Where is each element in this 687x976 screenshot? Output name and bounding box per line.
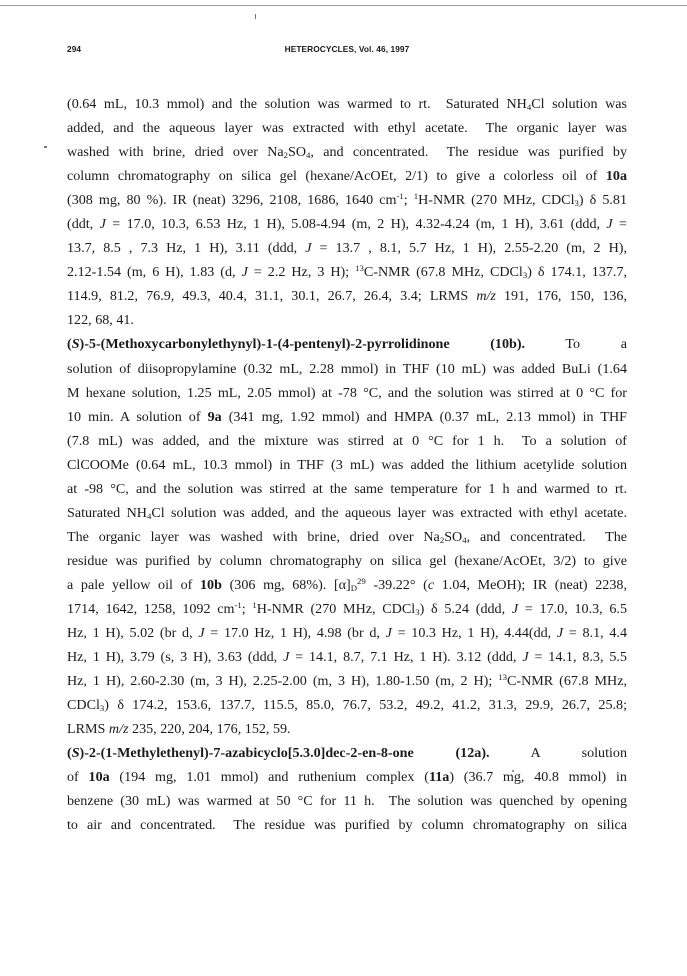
- text-line: Hz, 1 H), 2.60-2.30 (m, 3 H), 2.25-2.00 (m, 3 H), 1.80-1.50 (m, 2 H); $^{13}$C-NMR (67.8 MHz,: [67, 672, 627, 690]
- text-line: ClCOOMe (0.64 mL, 10.3 mmol) in THF (3 mL) was added the lithium acetylide solution: [67, 456, 627, 473]
- text-line: (S)-5-(Methoxycarbonylethynyl)-1-(4-pentenyl)-2-pyrrolidinone (10b). To a: [67, 336, 627, 353]
- text-line: Saturated $NH_4Cl$ solution was added, and the aqueous layer was extracted with ethyl acetate.: [67, 504, 627, 521]
- scan-mark: [255, 14, 256, 19]
- text-line: M hexane solution, 1.25 mL, 2.05 mmol) at -78 °C, and the solution was stirred at 0 °C for: [67, 384, 627, 401]
- text-line: 13.7, 8.5 , 7.3 Hz, 1 H), 3.11 (ddd, J = 13.7 , 8.1, 5.7 Hz, 1 H), 2.55-2.20 (m, 2 H),: [67, 240, 627, 257]
- top-rule: [0, 5, 687, 6]
- body-text: [67, 92, 627, 837]
- text-line: Hz, 1 H), 5.02 (br d, J = 17.0 Hz, 1 H), 4.98 (br d, J = 10.3 Hz, 1 H), 4.44(dd, J = 8.1, 4.4: [67, 625, 628, 642]
- text-line: added, and the aqueous layer was extracted with ethyl acetate. The organic layer was: [67, 120, 627, 137]
- text-line: washed with brine, dried over $Na_2SO_4$, and concentrated. The residue was purified by: [67, 144, 628, 161]
- text-line: (S)-2-(1-Methylethenyl)-7-azabicyclo[5.3.0]dec-2-en-8-one (12a). A solution: [67, 745, 627, 762]
- text-line: (0.64 mL, 10.3 mmol) and the solution was warmed to rt. Saturated $NH_4Cl$ solution was: [67, 96, 627, 113]
- text-line: 10 min. A solution of 9a (341 mg, 1.92 mmol) and HMPA (0.37 mL, 2.13 mmol) in THF: [67, 408, 627, 425]
- running-head: [67, 44, 627, 58]
- margin-mark: [44, 146, 47, 148]
- text-line: 114.9, 81.2, 76.9, 49.3, 40.4, 31.1, 30.1, 26.7, 26.4, 3.4; LRMS m/z 191, 176, 150, 136,: [67, 288, 627, 305]
- text-line: (ddt, J = 17.0, 10.3, 6.53 Hz, 1 H), 5.08-4.94 (m, 2 H), 4.32-4.24 (m, 1 H), 3.61 (ddd, J =: [67, 216, 627, 233]
- text-line: of 10a (194 mg, 1.01 mmol) and ruthenium complex (11a) (36.7 mg, 40.8 mmol) in: [67, 769, 627, 786]
- page-number: 294: [67, 44, 82, 54]
- text-line: solution of diisopropylamine (0.32 mL, 2.28 mmol) in THF (10 mL) was added BuLi (1.64: [67, 360, 627, 377]
- text-line: (308 mg, 80 %). IR (neat) 3296, 2108, 1686, 1640 $cm^{-1}$; $^1$H-NMR (270 MHz, CDCl$_3$) δ 5.81: [67, 191, 627, 209]
- text-line: to air and concentrated. The residue was purified by column chromatography on silica: [67, 817, 627, 834]
- text-line: benzene (30 mL) was warmed at 50 °C for 11 h. The solution was quenched by opening: [67, 793, 627, 810]
- journal-info: HETEROCYCLES, Vol. 46, 1997: [284, 44, 410, 54]
- text-line: CDCl$_3$) δ 174.2, 153.6, 137.7, 115.5, 85.0, 76.7, 53.2, 49.2, 41.2, 31.3, 29.9, 26.7, 25.8;: [67, 697, 627, 714]
- text-line: 122, 68, 41.: [67, 312, 134, 329]
- text-line: a pale yellow oil of 10b (306 mg, 68%). $[\alpha]_D^{29}$ -39.22° (c 1.04, MeOH); IR (neat) 2238,: [67, 576, 627, 594]
- text-line: (7.8 mL) was added, and the mixture was stirred at 0 °C for 1 h. To a solution of: [67, 432, 627, 449]
- text-line: residue was purified by column chromatography on silica gel (hexane/AcOEt, 3/2) to give: [67, 552, 627, 569]
- text-line: Hz, 1 H), 3.79 (s, 3 H), 3.63 (ddd, J = 14.1, 8.7, 7.1 Hz, 1 H). 3.12 (ddd, J = 14.1, 8.3, 5.5: [67, 649, 627, 666]
- text-line: at -98 °C, and the solution was stirred at the same temperature for 1 h and warmed to rt.: [67, 480, 627, 497]
- text-line: 2.12-1.54 (m, 6 H), 1.83 (d, J = 2.2 Hz, 3 H); $^{13}$C-NMR (67.8 MHz, CDCl$_3$) δ 174.1, 137.7,: [67, 263, 628, 281]
- text-line: column chromatography on silica gel (hexane/AcOEt, 2/1) to give a colorless oil of 10a: [67, 168, 627, 185]
- text-line: The organic layer was washed with brine, dried over $Na_2SO_4$, and concentrated. The: [67, 528, 627, 546]
- text-line: LRMS m/z 235, 220, 204, 176, 152, 59.: [67, 721, 291, 738]
- text-line: 1714, 1642, 1258, 1092 $cm^{-1}$; $^1$H-NMR (270 MHz, CDCl$_3$) δ 5.24 (ddd, J = 17.0, 10.3, 6.5: [67, 600, 627, 618]
